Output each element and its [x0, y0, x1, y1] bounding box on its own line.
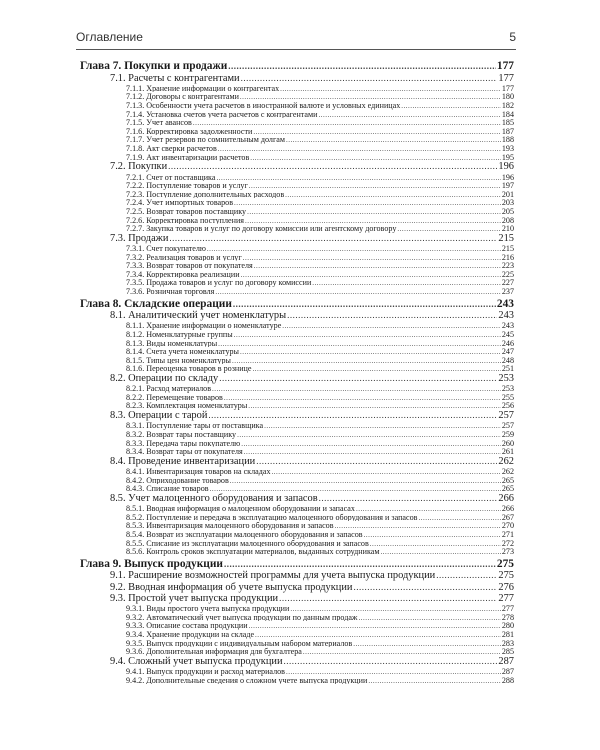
toc-dot-leader	[250, 154, 501, 162]
toc-sub-entry	[80, 547, 514, 556]
toc-entry-page: 285	[501, 647, 514, 656]
toc-sub-entry	[80, 224, 514, 233]
toc-sub-entry	[80, 530, 514, 539]
toc-dot-leader	[286, 136, 501, 144]
toc-dot-leader	[318, 111, 500, 119]
toc-dot-leader	[244, 448, 501, 456]
toc-entry-page: 185	[501, 118, 514, 127]
toc-entry-title: 8.2.3. Комплектация номенклатуры	[126, 401, 248, 411]
toc-entry-title: 8.1.2. Номенклатурные группы	[126, 330, 233, 339]
toc-entry-title: 7.2.6. Корректировка поступления	[126, 215, 244, 225]
toc-entry-page: 267	[501, 512, 514, 522]
toc-entry-title: 8.5.1. Вводная информация о малоценном оборудовании и запасах	[126, 504, 355, 513]
toc-entry-page: 283	[501, 638, 514, 648]
toc-dot-leader	[247, 208, 501, 216]
toc-entry-page: 208	[501, 215, 514, 225]
toc-sub-entry	[80, 278, 514, 287]
toc-sub-entry	[80, 287, 514, 296]
toc-dot-leader	[256, 456, 497, 466]
toc-entry-page: 262	[498, 455, 514, 467]
toc-entry-page: 281	[501, 629, 514, 639]
toc-dot-leader	[249, 182, 501, 190]
toc-entry-title: 8.1.3. Виды номенклатуры	[126, 338, 218, 348]
toc-dot-leader	[253, 128, 501, 136]
toc-entry-page: 260	[501, 438, 514, 448]
toc-entry-title: 8.4.1. Инвентаризация товаров на складах	[126, 467, 271, 476]
toc-dot-leader	[356, 505, 501, 513]
toc-entry-title: 9.4.2. Дополнительные сведения о сложном учете выпуска продукции	[126, 675, 368, 685]
toc-sub-entry	[80, 484, 514, 493]
toc-sub-entry	[80, 647, 514, 656]
toc-dot-leader	[241, 73, 498, 83]
toc-entry-title: 9.3.5. Выпуск продукции с индивидуальным набором материалов	[126, 638, 353, 648]
toc-entry-page: 227	[501, 278, 514, 287]
toc-entry-page: 270	[501, 521, 514, 530]
toc-dot-leader	[287, 310, 497, 320]
toc-sub-entry	[80, 190, 514, 199]
toc-entry-page: 257	[501, 421, 514, 430]
toc-dot-leader	[216, 174, 500, 182]
toc-chapter-entry	[80, 60, 514, 73]
toc-dot-leader	[359, 614, 501, 622]
toc-dot-leader	[240, 93, 501, 101]
toc-sub-entry	[80, 321, 514, 330]
toc-dot-leader	[230, 477, 501, 485]
toc-entry-page: 210	[501, 224, 514, 233]
toc-entry-page: 266	[501, 504, 514, 513]
page-number: 5	[509, 30, 516, 44]
toc-entry-title: 9.4.1. Выпуск продукции и расход материалов	[126, 667, 286, 676]
toc-dot-leader	[218, 340, 501, 348]
toc-entry-title: 8.2.1. Расход материалов	[126, 384, 212, 393]
toc-dot-leader	[290, 605, 501, 613]
toc-sub-entry	[80, 84, 514, 93]
toc-sub-entry	[80, 621, 514, 630]
toc-sub-entry	[80, 261, 514, 270]
toc-entry-title: 9.2. Вводная информация об учете выпуска продукции	[110, 581, 353, 593]
toc-entry-title: Глава 8. Складские операции	[80, 297, 232, 310]
toc-entry-page: 182	[501, 101, 514, 110]
toc-entry-title: 8.5.3. Инвентаризация малоценного оборудования и запасов	[126, 521, 334, 530]
toc-entry-title: 7.2.7. Закупка товаров и услуг по договору комиссии или агентскому договору	[126, 224, 397, 233]
toc-dot-leader	[284, 656, 498, 666]
toc-sub-entry	[80, 504, 514, 513]
toc-dot-leader	[207, 245, 501, 253]
toc-sub-entry	[80, 356, 514, 365]
toc-entry-page: 253	[498, 373, 514, 384]
toc-sub-entry	[80, 270, 514, 279]
toc-entry-page: 257	[498, 410, 514, 422]
toc-sub-entry	[80, 207, 514, 216]
toc-entry-page: 256	[501, 401, 514, 411]
toc-sub-entry	[80, 476, 514, 485]
toc-entry-title: 9.1. Расширение возможностей программы для учета выпуска продукции	[110, 570, 436, 582]
toc-sub-entry	[80, 118, 514, 127]
toc-entry-page: 203	[501, 198, 514, 207]
toc-sub-entry	[80, 513, 514, 522]
toc-sub-entry	[80, 173, 514, 182]
toc-entry-title: 7.1.9. Акт инвентаризации расчетов	[126, 152, 250, 162]
toc-section-entry	[80, 73, 514, 84]
toc-dot-leader	[436, 570, 497, 580]
toc-entry-page: 273	[501, 547, 514, 556]
toc-dot-leader	[286, 668, 501, 676]
toc-sub-entry	[80, 604, 514, 613]
toc-dot-leader	[240, 348, 501, 356]
toc-entry-page: 259	[501, 429, 514, 439]
toc-dot-leader	[241, 271, 501, 279]
toc-entry-title: 9.3.6. Дополнительная информация для бухгалтера	[126, 647, 302, 656]
toc-sub-entry	[80, 216, 514, 225]
toc-sub-entry	[80, 153, 514, 162]
toc-entry-title: 7.1.6. Корректировка задолженности	[126, 126, 253, 136]
toc-sub-entry	[80, 447, 514, 456]
toc-sub-entry	[80, 144, 514, 153]
toc-sub-entry	[80, 347, 514, 356]
toc-entry-page: 180	[501, 92, 514, 102]
toc-entry-title: Глава 7. Покупки и продажи	[80, 60, 228, 72]
toc-dot-leader	[335, 522, 501, 530]
toc-entry-page: 243	[501, 321, 514, 331]
toc-entry-title: 8.3.4. Возврат тары от покупателя	[126, 447, 243, 456]
toc-entry-title: 7.1.4. Установка счетов учета расчетов с контрагентами	[126, 109, 318, 119]
toc-entry-title: 7.3. Продажи	[110, 232, 169, 244]
toc-entry-page: 277	[501, 604, 514, 613]
toc-chapter-entry	[80, 558, 514, 571]
toc-dot-leader	[254, 262, 501, 270]
toc-entry-page: 196	[501, 172, 514, 182]
toc-entry-page: 247	[501, 347, 514, 356]
toc-entry-title: 8.2.2. Перемещение товаров	[126, 392, 223, 402]
toc-entry-page: 265	[501, 484, 514, 493]
toc-entry-title: 8.1.5. Типы цен номенклатуры	[126, 355, 231, 365]
toc-dot-leader	[228, 61, 496, 71]
toc-chapter-entry	[80, 298, 514, 311]
toc-entry-title: 8.2. Операции по складу	[110, 373, 219, 384]
table-of-contents	[80, 58, 514, 684]
toc-entry-title: 7.1.2. Договоры с контрагентами	[126, 92, 239, 102]
toc-entry-title: 7.3.3. Возврат товаров от покупателя	[126, 261, 253, 270]
toc-entry-page: 216	[501, 252, 514, 262]
toc-entry-title: 8.3.3. Передача тары покупателю	[126, 438, 241, 448]
toc-entry-title: 7.3.2. Реализация товаров и услуг	[126, 252, 242, 262]
toc-entry-page: 246	[501, 338, 514, 348]
toc-entry-page: 177	[501, 83, 514, 93]
toc-entry-page: 195	[501, 152, 514, 162]
toc-entry-page: 276	[498, 581, 514, 593]
toc-sub-entry	[80, 244, 514, 253]
toc-section-entry	[80, 310, 514, 321]
toc-dot-leader	[397, 225, 500, 233]
toc-sub-entry	[80, 253, 514, 262]
toc-entry-title: 8.1. Аналитический учет номенклатуры	[110, 310, 287, 322]
toc-entry-page: 251	[501, 364, 514, 373]
toc-dot-leader	[241, 440, 501, 448]
toc-entry-title: 8.1.6. Переоценка товаров в рознице	[126, 364, 252, 373]
toc-sub-entry	[80, 181, 514, 190]
toc-sub-entry	[80, 539, 514, 548]
toc-sub-entry	[80, 330, 514, 339]
toc-entry-page: 223	[501, 261, 514, 270]
toc-dot-leader	[224, 394, 501, 402]
toc-dot-leader	[264, 422, 501, 430]
toc-entry-title: 9.3.3. Описание состава продукции	[126, 621, 248, 630]
toc-entry-page: 275	[496, 557, 514, 570]
toc-sub-entry	[80, 384, 514, 393]
toc-section-entry	[80, 410, 514, 421]
toc-entry-title: 7.1.5. Учет авансов	[126, 118, 192, 127]
toc-entry-title: 8.4. Проведение инвентаризации	[110, 455, 256, 467]
toc-dot-leader	[303, 648, 501, 656]
toc-sub-entry	[80, 127, 514, 136]
toc-sub-entry	[80, 401, 514, 410]
toc-dot-leader	[168, 161, 497, 171]
toc-sub-entry	[80, 339, 514, 348]
toc-entry-page: 272	[501, 538, 514, 548]
toc-sub-entry	[80, 630, 514, 639]
toc-entry-title: 7.1.7. Учет резервов по сомнительным долгам	[126, 135, 285, 145]
toc-entry-page: 288	[501, 675, 514, 685]
toc-dot-leader	[243, 254, 501, 262]
toc-entry-title: 7.1.8. Акт сверки расчетов	[126, 144, 217, 153]
toc-entry-title: 9.3.4. Хранение продукции на складе	[126, 629, 255, 639]
toc-entry-page: 245	[501, 330, 514, 339]
toc-dot-leader	[312, 279, 501, 287]
toc-entry-title: 7.2. Покупки	[110, 161, 168, 173]
toc-entry-page: 196	[498, 161, 514, 173]
toc-sub-entry	[80, 364, 514, 373]
toc-entry-page: 275	[498, 570, 514, 582]
toc-sub-entry	[80, 198, 514, 207]
toc-entry-page: 215	[501, 243, 514, 253]
toc-entry-page: 287	[498, 655, 514, 667]
toc-dot-leader	[353, 640, 501, 648]
toc-entry-title: 8.5.5. Списание из эксплуатации малоценного оборудования и запасов	[126, 538, 369, 548]
toc-dot-leader	[319, 493, 498, 503]
toc-dot-leader	[208, 410, 497, 420]
toc-section-entry	[80, 233, 514, 244]
toc-dot-leader	[232, 357, 501, 365]
toc-sub-entry	[80, 135, 514, 144]
toc-section-entry	[80, 582, 514, 593]
toc-entry-page: 248	[501, 355, 514, 365]
toc-entry-title: 7.1.3. Особенности учета расчетов в иностранной валюте и условных единицах	[126, 101, 401, 110]
toc-sub-entry	[80, 110, 514, 119]
toc-dot-leader	[272, 468, 501, 476]
toc-entry-title: 8.5.4. Возврат из эксплуатации малоценного оборудования и запасов	[126, 529, 363, 539]
toc-sub-entry	[80, 92, 514, 101]
toc-entry-title: 7.2.2. Поступление товаров и услуг	[126, 181, 248, 190]
toc-entry-title: 8.4.3. Списание товаров	[126, 484, 209, 493]
toc-dot-leader	[219, 373, 497, 383]
toc-entry-page: 188	[501, 135, 514, 145]
toc-entry-page: 243	[496, 297, 514, 310]
toc-dot-leader	[401, 102, 501, 110]
toc-section-entry	[80, 493, 514, 504]
toc-sub-entry	[80, 521, 514, 530]
toc-entry-title: 7.2.3. Поступление дополнительных расходов	[126, 189, 285, 199]
toc-entry-title: 7.2.5. Возврат товаров поставщику	[126, 206, 247, 216]
toc-sub-entry	[80, 667, 514, 676]
toc-entry-title: 7.3.1. Счет покупателю	[126, 243, 206, 253]
toc-sub-entry	[80, 393, 514, 402]
toc-section-entry	[80, 161, 514, 172]
toc-dot-leader	[248, 402, 501, 410]
toc-entry-title: 9.3.1. Виды простого учета выпуска продукции	[126, 604, 290, 613]
toc-entry-page: 193	[501, 144, 514, 153]
toc-dot-leader	[193, 119, 501, 127]
toc-entry-page: 205	[501, 206, 514, 216]
toc-dot-leader	[353, 582, 497, 592]
toc-entry-page: 237	[501, 286, 514, 296]
toc-entry-page: 261	[501, 447, 514, 456]
toc-sub-entry	[80, 639, 514, 648]
toc-dot-leader	[280, 85, 501, 93]
toc-dot-leader	[215, 288, 501, 296]
toc-entry-page: 225	[501, 269, 514, 279]
toc-entry-title: 8.5.6. Контроль сроков эксплуатации материалов, выданных сотрудникам	[126, 547, 380, 556]
toc-dot-leader	[364, 531, 501, 539]
toc-entry-title: 8.5. Учет малоценного оборудования и запасов	[110, 492, 318, 504]
toc-dot-leader	[212, 385, 501, 393]
toc-entry-title: 7.3.6. Розничная торговля	[126, 286, 215, 296]
toc-dot-leader	[282, 322, 501, 330]
toc-entry-page: 262	[501, 467, 514, 476]
toc-sub-entry	[80, 430, 514, 439]
toc-dot-leader	[253, 365, 501, 373]
toc-entry-title: 8.3.1. Поступление тары от поставщика	[126, 421, 264, 430]
toc-entry-title: 7.1.1. Хранение информации о контрагентах	[126, 83, 280, 93]
toc-dot-leader	[169, 233, 497, 243]
toc-entry-page: 280	[501, 621, 514, 630]
toc-entry-page: 278	[501, 612, 514, 622]
toc-entry-title: 8.1.1. Хранение информации о номенклатуре	[126, 321, 282, 331]
toc-entry-page: 177	[498, 72, 514, 84]
toc-dot-leader	[255, 631, 501, 639]
toc-dot-leader	[218, 145, 501, 153]
toc-entry-title: 8.5.2. Поступление и передача в эксплуатацию малоценного оборудования и запасов	[126, 512, 418, 522]
toc-entry-page: 184	[501, 109, 514, 119]
toc-entry-page: 201	[501, 189, 514, 199]
toc-dot-leader	[234, 331, 501, 339]
toc-entry-title: 8.3.2. Возврат тары поставщику	[126, 429, 237, 439]
toc-entry-page: 266	[498, 492, 514, 504]
toc-entry-title: 7.3.5. Продажа товаров и услуг по договору комиссии	[126, 278, 312, 287]
toc-section-entry	[80, 656, 514, 667]
toc-entry-page: 255	[501, 392, 514, 402]
toc-entry-title: 9.4. Сложный учет выпуска продукции	[110, 655, 283, 667]
toc-entry-title: 7.2.4. Учет импортных товаров	[126, 198, 234, 207]
toc-sub-entry	[80, 676, 514, 685]
toc-dot-leader	[224, 559, 496, 569]
toc-dot-leader	[285, 191, 501, 199]
toc-sub-entry	[80, 421, 514, 430]
toc-section-entry	[80, 373, 514, 384]
toc-sub-entry	[80, 101, 514, 110]
toc-entry-page: 177	[496, 60, 514, 72]
toc-entry-title: 7.2.1. Счет от поставщика	[126, 172, 216, 182]
running-header	[76, 30, 516, 46]
toc-dot-leader	[368, 677, 501, 685]
header-rule	[76, 49, 516, 50]
toc-section-entry	[80, 593, 514, 604]
toc-entry-page: 271	[501, 529, 514, 539]
toc-sub-entry	[80, 467, 514, 476]
toc-dot-leader	[237, 431, 501, 439]
toc-dot-leader	[418, 514, 500, 522]
toc-entry-title: 7.1. Расчеты с контрагентами	[110, 72, 240, 84]
toc-entry-page: 197	[501, 181, 514, 190]
toc-dot-leader	[370, 540, 501, 548]
toc-entry-page: 243	[498, 310, 514, 322]
toc-entry-page: 277	[498, 592, 514, 604]
toc-entry-title: 9.3. Простой учет выпуска продукции	[110, 592, 279, 604]
toc-dot-leader	[233, 299, 496, 309]
toc-entry-title: 8.4.2. Оприходование товаров	[126, 475, 229, 485]
toc-sub-entry	[80, 613, 514, 622]
toc-entry-page: 253	[501, 384, 514, 393]
toc-dot-leader	[279, 593, 497, 603]
running-header-title: Оглавление	[76, 30, 143, 44]
toc-sub-entry	[80, 439, 514, 448]
toc-entry-page: 187	[501, 126, 514, 136]
toc-entry-title: 8.3. Операции с тарой	[110, 410, 208, 422]
toc-entry-page: 215	[498, 232, 514, 244]
toc-entry-page: 265	[501, 475, 514, 485]
toc-entry-title: 9.3.2. Автоматический учет выпуска продукции по данным продаж	[126, 612, 358, 622]
toc-dot-leader	[234, 199, 501, 207]
toc-entry-page: 287	[501, 667, 514, 676]
toc-dot-leader	[381, 548, 501, 556]
toc-entry-title: Глава 9. Выпуск продукции	[80, 557, 223, 570]
toc-dot-leader	[210, 485, 501, 493]
toc-dot-leader	[245, 217, 501, 225]
toc-section-entry	[80, 570, 514, 581]
toc-section-entry	[80, 456, 514, 467]
toc-dot-leader	[249, 622, 501, 630]
toc-entry-title: 8.1.4. Счета учета номенклатуры	[126, 347, 239, 356]
toc-entry-title: 7.3.4. Корректировка реализации	[126, 269, 240, 279]
